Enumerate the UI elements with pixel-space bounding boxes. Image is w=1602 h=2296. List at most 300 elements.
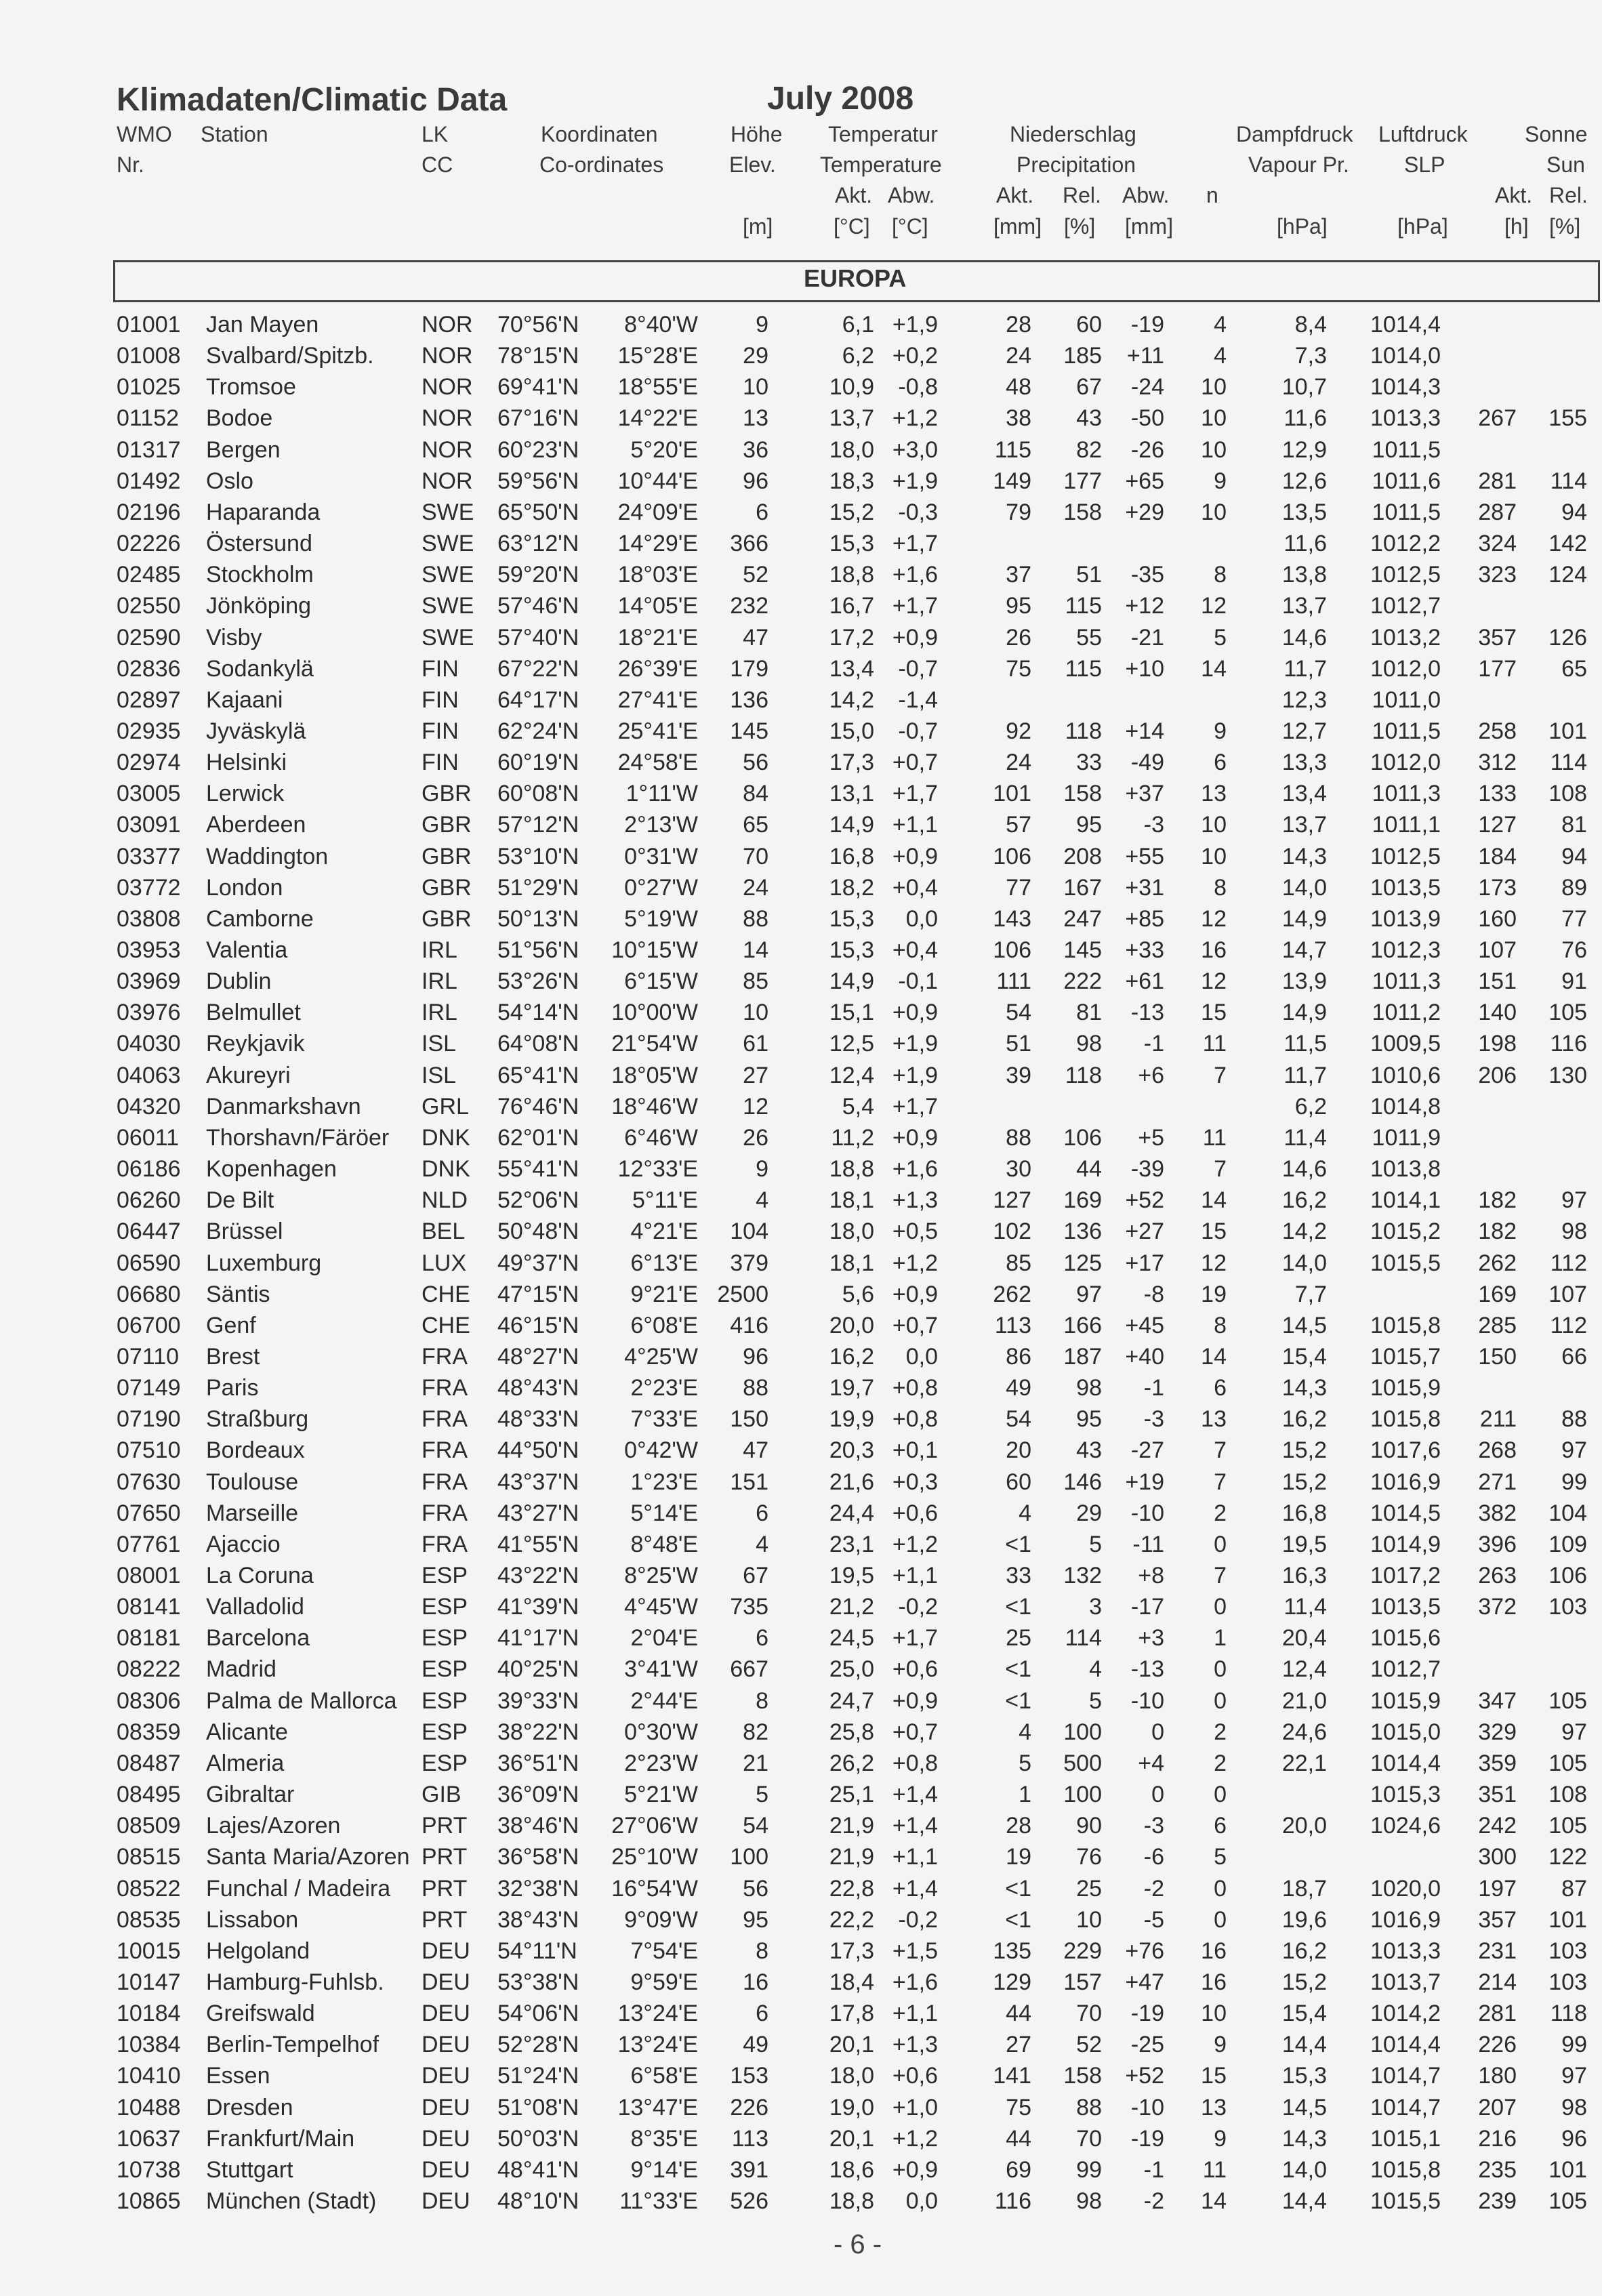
elevation: 145 — [730, 718, 768, 744]
prec-akt: <1 — [1005, 1875, 1031, 1902]
longitude: 9°21'E — [630, 1281, 698, 1307]
prec-akt: 38 — [1006, 405, 1031, 432]
prec-abw: -27 — [1130, 1437, 1164, 1464]
table-row — [0, 812, 1602, 843]
sun-akt: 287 — [1478, 499, 1517, 525]
elevation: 150 — [730, 1406, 768, 1433]
prec-abw: +17 — [1125, 1250, 1164, 1276]
sun-akt: 214 — [1478, 1969, 1517, 1995]
prec-akt: 20 — [1006, 1437, 1031, 1464]
prec-days: 15 — [1201, 2063, 1227, 2089]
elevation: 8 — [756, 1938, 768, 1964]
country-code: ESP — [422, 1594, 468, 1620]
prec-rel: 55 — [1076, 624, 1102, 651]
prec-abw: 0 — [1151, 1719, 1164, 1745]
wmo-number: 10865 — [117, 2188, 181, 2214]
country-code: PRT — [422, 1844, 468, 1870]
temp-akt: 18,1 — [829, 1250, 874, 1276]
temp-abw: +0,9 — [892, 1687, 938, 1714]
station-name: Danmarkshavn — [206, 1093, 361, 1120]
wmo-number: 10488 — [117, 2094, 181, 2120]
prec-days: 0 — [1214, 1687, 1227, 1714]
prec-abw: +14 — [1125, 718, 1164, 744]
wmo-number: 06447 — [117, 1218, 181, 1245]
elevation: 85 — [743, 968, 768, 995]
temp-akt: 15,3 — [829, 905, 874, 932]
prec-rel: 100 — [1063, 1782, 1102, 1808]
sea-level-pressure: 1013,3 — [1370, 405, 1441, 432]
elevation: 9 — [756, 312, 768, 337]
temp-abw: +0,9 — [892, 1124, 938, 1151]
temp-abw: +0,6 — [892, 1500, 938, 1526]
col-sun-rel: Rel. — [1549, 183, 1588, 207]
table-row — [0, 906, 1602, 937]
prec-akt: 106 — [993, 843, 1031, 869]
temp-akt: 6,2 — [842, 343, 874, 369]
wmo-number: 03772 — [117, 874, 181, 901]
temp-abw: +1,1 — [892, 2001, 938, 2027]
elevation: 10 — [743, 1000, 768, 1026]
prec-days: 12 — [1201, 593, 1227, 619]
country-code: DEU — [422, 2063, 470, 2089]
temp-abw: -1,4 — [898, 686, 938, 713]
wmo-number: 07149 — [117, 1375, 181, 1401]
prec-abw: -17 — [1130, 1594, 1164, 1620]
prec-akt: 24 — [1006, 750, 1031, 776]
longitude: 13°24'E — [617, 2001, 698, 2027]
elevation: 61 — [743, 1031, 768, 1057]
station-name: Östersund — [206, 531, 312, 557]
country-code: SWE — [422, 531, 474, 557]
prec-days: 0 — [1214, 1594, 1227, 1620]
latitude: 47°15'N — [497, 1281, 579, 1307]
latitude: 53°38'N — [497, 1969, 579, 1995]
prec-abw: +6 — [1138, 1062, 1164, 1088]
temp-akt: 15,3 — [829, 531, 874, 557]
page-number: - 6 - — [834, 2230, 882, 2259]
wmo-number: 06590 — [117, 1250, 181, 1276]
table-row — [0, 1688, 1602, 1719]
country-code: DEU — [422, 2094, 470, 2120]
prec-akt: 51 — [1006, 1031, 1031, 1057]
prec-akt: 26 — [1006, 624, 1031, 651]
wmo-number: 10384 — [117, 2032, 181, 2058]
vapour-pressure: 14,0 — [1281, 874, 1327, 901]
prec-rel: 67 — [1076, 374, 1102, 401]
station-name: Lerwick — [206, 781, 285, 807]
wmo-number: 02836 — [117, 655, 181, 682]
latitude: 40°25'N — [497, 1656, 579, 1683]
sea-level-pressure: 1014,7 — [1370, 2063, 1441, 2089]
temp-akt: 6,1 — [842, 312, 874, 337]
vapour-pressure: 11,5 — [1283, 1031, 1327, 1057]
sea-level-pressure: 1011,1 — [1372, 812, 1441, 838]
col-prec-rel: Rel. — [1063, 183, 1101, 207]
station-name: Barcelona — [206, 1625, 310, 1652]
temp-abw: +0,7 — [892, 750, 938, 776]
sun-akt: 180 — [1478, 2063, 1517, 2089]
latitude: 49°37'N — [497, 1250, 579, 1276]
temp-abw: +1,2 — [892, 1531, 938, 1557]
col-vap-header-en: Vapour Pr. — [1248, 152, 1349, 177]
vapour-pressure: 14,3 — [1281, 2125, 1327, 2152]
sun-akt: 347 — [1478, 1687, 1517, 1714]
country-code: DEU — [422, 2188, 470, 2214]
prec-rel: 118 — [1065, 718, 1102, 744]
sun-rel: 98 — [1561, 2094, 1587, 2120]
temp-akt: 18,8 — [829, 2188, 874, 2214]
latitude: 36°09'N — [497, 1782, 579, 1808]
country-code: FRA — [422, 1343, 468, 1370]
region-label: EUROPA — [804, 264, 907, 292]
sea-level-pressure: 1011,2 — [1372, 1000, 1441, 1026]
sea-level-pressure: 1014,1 — [1370, 1187, 1441, 1214]
prec-abw: +29 — [1125, 499, 1164, 525]
wmo-number: 08359 — [117, 1719, 181, 1745]
elevation: 88 — [743, 1375, 768, 1401]
table-row — [0, 312, 1602, 343]
station-name: Funchal / Madeira — [206, 1875, 391, 1902]
longitude: 0°27'W — [624, 874, 698, 901]
prec-days: 11 — [1202, 2156, 1227, 2183]
elevation: 416 — [730, 1312, 768, 1338]
country-code: PRT — [422, 1875, 468, 1902]
table-row — [0, 437, 1602, 468]
vapour-pressure: 14,5 — [1281, 1312, 1327, 1338]
vapour-pressure: 14,0 — [1281, 1250, 1327, 1276]
sun-rel: 114 — [1550, 468, 1587, 494]
temp-akt: 16,8 — [829, 843, 874, 869]
longitude: 15°28'E — [617, 343, 698, 369]
col-coord-header: Koordinaten — [541, 122, 658, 146]
table-row — [0, 1876, 1602, 1907]
vapour-pressure: 15,4 — [1281, 2001, 1327, 2027]
prec-rel: 136 — [1063, 1218, 1102, 1245]
elevation: 379 — [730, 1250, 768, 1276]
country-code: IRL — [422, 1000, 457, 1026]
country-code: FIN — [422, 750, 459, 776]
prec-rel: 99 — [1076, 2156, 1102, 2183]
temp-abw: +1,4 — [892, 1782, 938, 1808]
table-row — [0, 625, 1602, 656]
elevation: 47 — [743, 1437, 768, 1464]
temp-abw: +0,9 — [892, 843, 938, 869]
prec-abw: +45 — [1125, 1312, 1164, 1338]
page-title: Klimadaten/Climatic Data — [117, 82, 508, 118]
table-row — [0, 2063, 1602, 2094]
station-name: Helsinki — [206, 750, 287, 776]
temp-abw: +0,9 — [892, 624, 938, 651]
prec-abw: +27 — [1125, 1218, 1164, 1245]
sun-akt: 372 — [1478, 1594, 1517, 1620]
vapour-pressure: 16,2 — [1281, 1187, 1327, 1214]
wmo-number: 10738 — [117, 2156, 181, 2183]
col-elev-header: Höhe — [731, 122, 783, 146]
sea-level-pressure: 1015,9 — [1370, 1687, 1441, 1714]
station-name: Brüssel — [206, 1218, 283, 1245]
sun-akt: 133 — [1478, 781, 1517, 807]
vapour-pressure: 12,6 — [1281, 468, 1327, 494]
sun-rel: 87 — [1561, 1875, 1587, 1902]
prec-akt: 79 — [1006, 499, 1031, 525]
prec-rel: 247 — [1063, 905, 1102, 932]
sun-rel: 142 — [1548, 531, 1587, 557]
temp-abw: +1,9 — [892, 468, 938, 494]
prec-akt: 85 — [1006, 1250, 1031, 1276]
wmo-number: 08515 — [117, 1844, 181, 1870]
longitude: 0°42'W — [624, 1437, 698, 1464]
longitude: 24°09'E — [617, 499, 698, 525]
col-sun-unit2: [%] — [1549, 214, 1581, 239]
station-name: London — [206, 874, 283, 901]
station-name: Valladolid — [206, 1594, 304, 1620]
month-title: July 2008 — [767, 81, 914, 117]
sea-level-pressure: 1011,5 — [1372, 436, 1441, 463]
elevation: 366 — [730, 531, 768, 557]
col-coord-header-en: Co-ordinates — [539, 152, 664, 177]
table-row — [0, 2157, 1602, 2188]
latitude: 54°11'N — [497, 1938, 577, 1964]
prec-abw: +85 — [1125, 905, 1164, 932]
temp-abw: 0,0 — [905, 2188, 938, 2214]
table-row — [0, 593, 1602, 624]
temp-akt: 24,5 — [829, 1625, 874, 1652]
vapour-pressure: 8,4 — [1294, 312, 1327, 337]
wmo-number: 08181 — [117, 1625, 181, 1652]
longitude: 27°41'E — [617, 686, 698, 713]
country-code: FRA — [422, 1375, 468, 1401]
col-prec-unit3: [mm] — [1125, 214, 1174, 239]
temp-abw: -0,7 — [898, 655, 938, 682]
sun-akt: 184 — [1478, 843, 1517, 869]
station-name: Jyväskylä — [206, 718, 306, 744]
prec-days: 13 — [1201, 1406, 1227, 1433]
temp-abw: +0,7 — [892, 1719, 938, 1745]
prec-days: 7 — [1214, 1469, 1227, 1495]
longitude: 5°19'W — [624, 905, 698, 932]
sun-rel: 89 — [1561, 874, 1587, 901]
table-row — [0, 1625, 1602, 1656]
latitude: 62°01'N — [497, 1124, 579, 1151]
longitude: 6°46'W — [624, 1124, 698, 1151]
vapour-pressure: 14,4 — [1281, 2188, 1327, 2214]
longitude: 6°08'E — [630, 1312, 698, 1338]
wmo-number: 03976 — [117, 1000, 181, 1026]
sea-level-pressure: 1015,8 — [1370, 2156, 1441, 2183]
temp-akt: 18,3 — [829, 468, 874, 494]
sea-level-pressure: 1017,2 — [1370, 1563, 1441, 1588]
sun-akt: 206 — [1478, 1062, 1517, 1088]
prec-rel: 114 — [1065, 1625, 1102, 1652]
prec-abw: +47 — [1125, 1969, 1164, 1995]
elevation: 14 — [743, 937, 768, 963]
station-name: Frankfurt/Main — [206, 2125, 355, 2152]
sea-level-pressure: 1024,6 — [1370, 1813, 1441, 1839]
sun-akt: 357 — [1478, 1906, 1517, 1933]
prec-abw: +52 — [1125, 1187, 1164, 1214]
country-code: ISL — [422, 1031, 457, 1057]
elevation: 2500 — [717, 1281, 768, 1307]
table-row — [0, 1844, 1602, 1875]
prec-abw: 0 — [1151, 1782, 1164, 1808]
longitude: 5°21'W — [624, 1782, 698, 1808]
prec-abw: -19 — [1130, 312, 1164, 337]
station-name: Toulouse — [206, 1469, 299, 1495]
table-row — [0, 1406, 1602, 1437]
temp-akt: 24,7 — [829, 1687, 874, 1714]
prec-days: 10 — [1201, 374, 1227, 401]
sun-akt: 262 — [1478, 1250, 1517, 1276]
country-code: NOR — [422, 468, 473, 494]
elevation: 36 — [743, 436, 768, 463]
longitude: 2°23'W — [624, 1750, 698, 1776]
vapour-pressure: 12,9 — [1281, 436, 1327, 463]
temp-abw: +0,8 — [892, 1406, 938, 1433]
temp-akt: 18,2 — [829, 874, 874, 901]
wmo-number: 10015 — [117, 1938, 181, 1964]
temp-akt: 19,9 — [829, 1406, 874, 1433]
prec-rel: 115 — [1065, 655, 1102, 682]
sun-rel: 103 — [1548, 1938, 1587, 1964]
prec-rel: 185 — [1063, 343, 1102, 369]
prec-rel: 98 — [1076, 2188, 1102, 2214]
table-row — [0, 1250, 1602, 1282]
table-row — [0, 1094, 1602, 1125]
prec-akt: 28 — [1006, 1813, 1031, 1839]
temp-abw: +3,0 — [892, 436, 938, 463]
vapour-pressure: 13,8 — [1281, 562, 1327, 588]
prec-rel: 229 — [1063, 1938, 1102, 1964]
sun-rel: 103 — [1548, 1969, 1587, 1995]
longitude: 9°59'E — [630, 1969, 698, 1995]
sea-level-pressure: 1015,8 — [1370, 1406, 1441, 1433]
sun-akt: 107 — [1478, 937, 1517, 963]
temp-akt: 13,7 — [829, 405, 874, 432]
sun-rel: 99 — [1561, 2032, 1587, 2058]
table-row — [0, 1500, 1602, 1532]
sea-level-pressure: 1013,9 — [1370, 905, 1441, 932]
table-row — [0, 2095, 1602, 2126]
longitude: 26°39'E — [617, 655, 698, 682]
prec-akt: 88 — [1006, 1124, 1031, 1151]
sun-rel: 81 — [1561, 812, 1587, 838]
prec-akt: 111 — [996, 968, 1031, 995]
prec-akt: 135 — [993, 1938, 1031, 1964]
sun-akt: 267 — [1478, 405, 1517, 432]
temp-akt: 21,9 — [829, 1844, 874, 1870]
prec-abw: -24 — [1130, 374, 1164, 401]
prec-days: 7 — [1214, 1156, 1227, 1183]
sun-rel: 108 — [1548, 1782, 1587, 1808]
col-slp-header-en: SLP — [1404, 152, 1445, 177]
elevation: 151 — [730, 1469, 768, 1495]
latitude: 43°22'N — [497, 1563, 579, 1588]
prec-days: 15 — [1201, 1000, 1227, 1026]
prec-akt: 28 — [1006, 312, 1031, 337]
col-vap-unit: [hPa] — [1277, 214, 1328, 239]
country-code: FRA — [422, 1469, 468, 1495]
prec-rel: 145 — [1063, 937, 1102, 963]
prec-abw: +11 — [1126, 343, 1164, 369]
wmo-number: 08222 — [117, 1656, 181, 1683]
longitude: 3°41'W — [624, 1656, 698, 1683]
station-name: Bordeaux — [206, 1437, 305, 1464]
wmo-number: 06186 — [117, 1156, 181, 1183]
sea-level-pressure: 1013,8 — [1370, 1156, 1441, 1183]
temp-abw: +1,2 — [892, 405, 938, 432]
station-name: Säntis — [206, 1281, 270, 1307]
sea-level-pressure: 1015,0 — [1370, 1719, 1441, 1745]
elevation: 96 — [743, 1343, 768, 1370]
sun-rel: 124 — [1548, 562, 1587, 588]
sun-rel: 99 — [1561, 1469, 1587, 1495]
table-row — [0, 1000, 1602, 1031]
prec-akt: 69 — [1006, 2156, 1031, 2183]
sea-level-pressure: 1009,5 — [1370, 1031, 1441, 1057]
temp-akt: 17,3 — [829, 1938, 874, 1964]
sun-rel: 88 — [1561, 1406, 1587, 1433]
wmo-number: 08306 — [117, 1687, 181, 1714]
temp-abw: +1,0 — [892, 2094, 938, 2120]
vapour-pressure: 12,3 — [1281, 686, 1327, 713]
wmo-number: 04030 — [117, 1031, 181, 1057]
prec-rel: 88 — [1076, 2094, 1102, 2120]
temp-abw: -0,2 — [898, 1906, 938, 1933]
temp-akt: 18,4 — [829, 1969, 874, 1995]
sea-level-pressure: 1013,5 — [1370, 1594, 1441, 1620]
temp-akt: 11,2 — [831, 1124, 874, 1151]
table-row — [0, 1469, 1602, 1500]
sea-level-pressure: 1013,3 — [1370, 1938, 1441, 1964]
temp-akt: 5,4 — [842, 1093, 874, 1120]
vapour-pressure: 11,6 — [1283, 531, 1327, 557]
prec-rel: 90 — [1076, 1813, 1102, 1839]
vapour-pressure: 13,5 — [1281, 499, 1327, 525]
temp-akt: 21,9 — [829, 1813, 874, 1839]
country-code: DNK — [422, 1124, 470, 1151]
temp-abw: -0,2 — [898, 1594, 938, 1620]
vapour-pressure: 11,4 — [1283, 1594, 1327, 1620]
longitude: 1°23'E — [630, 1469, 698, 1495]
prec-days: 16 — [1201, 1938, 1227, 1964]
elevation: 67 — [743, 1563, 768, 1588]
sea-level-pressure: 1015,7 — [1370, 1343, 1441, 1370]
elevation: 56 — [743, 1875, 768, 1902]
elevation: 232 — [730, 593, 768, 619]
temp-abw: +1,7 — [892, 531, 938, 557]
temp-abw: +0,9 — [892, 2156, 938, 2183]
sea-level-pressure: 1015,9 — [1370, 1375, 1441, 1401]
country-code: SWE — [422, 499, 474, 525]
station-name: Haparanda — [206, 499, 321, 525]
country-code: GBR — [422, 812, 472, 838]
sea-level-pressure: 1012,0 — [1370, 750, 1441, 776]
longitude: 18°03'E — [617, 562, 698, 588]
prec-days: 0 — [1214, 1782, 1227, 1808]
latitude: 38°22'N — [497, 1719, 579, 1745]
wmo-number: 01492 — [117, 468, 181, 494]
vapour-pressure: 14,6 — [1281, 624, 1327, 651]
elevation: 49 — [743, 2032, 768, 2058]
wmo-number: 07650 — [117, 1500, 181, 1526]
country-code: DEU — [422, 2125, 470, 2152]
latitude: 48°27'N — [497, 1343, 579, 1370]
temp-abw: +0,4 — [892, 937, 938, 963]
sun-rel: 98 — [1561, 1218, 1587, 1245]
col-wmo-header-en: Nr. — [117, 152, 144, 177]
prec-abw: -8 — [1143, 1281, 1164, 1307]
prec-abw: +37 — [1125, 781, 1164, 807]
